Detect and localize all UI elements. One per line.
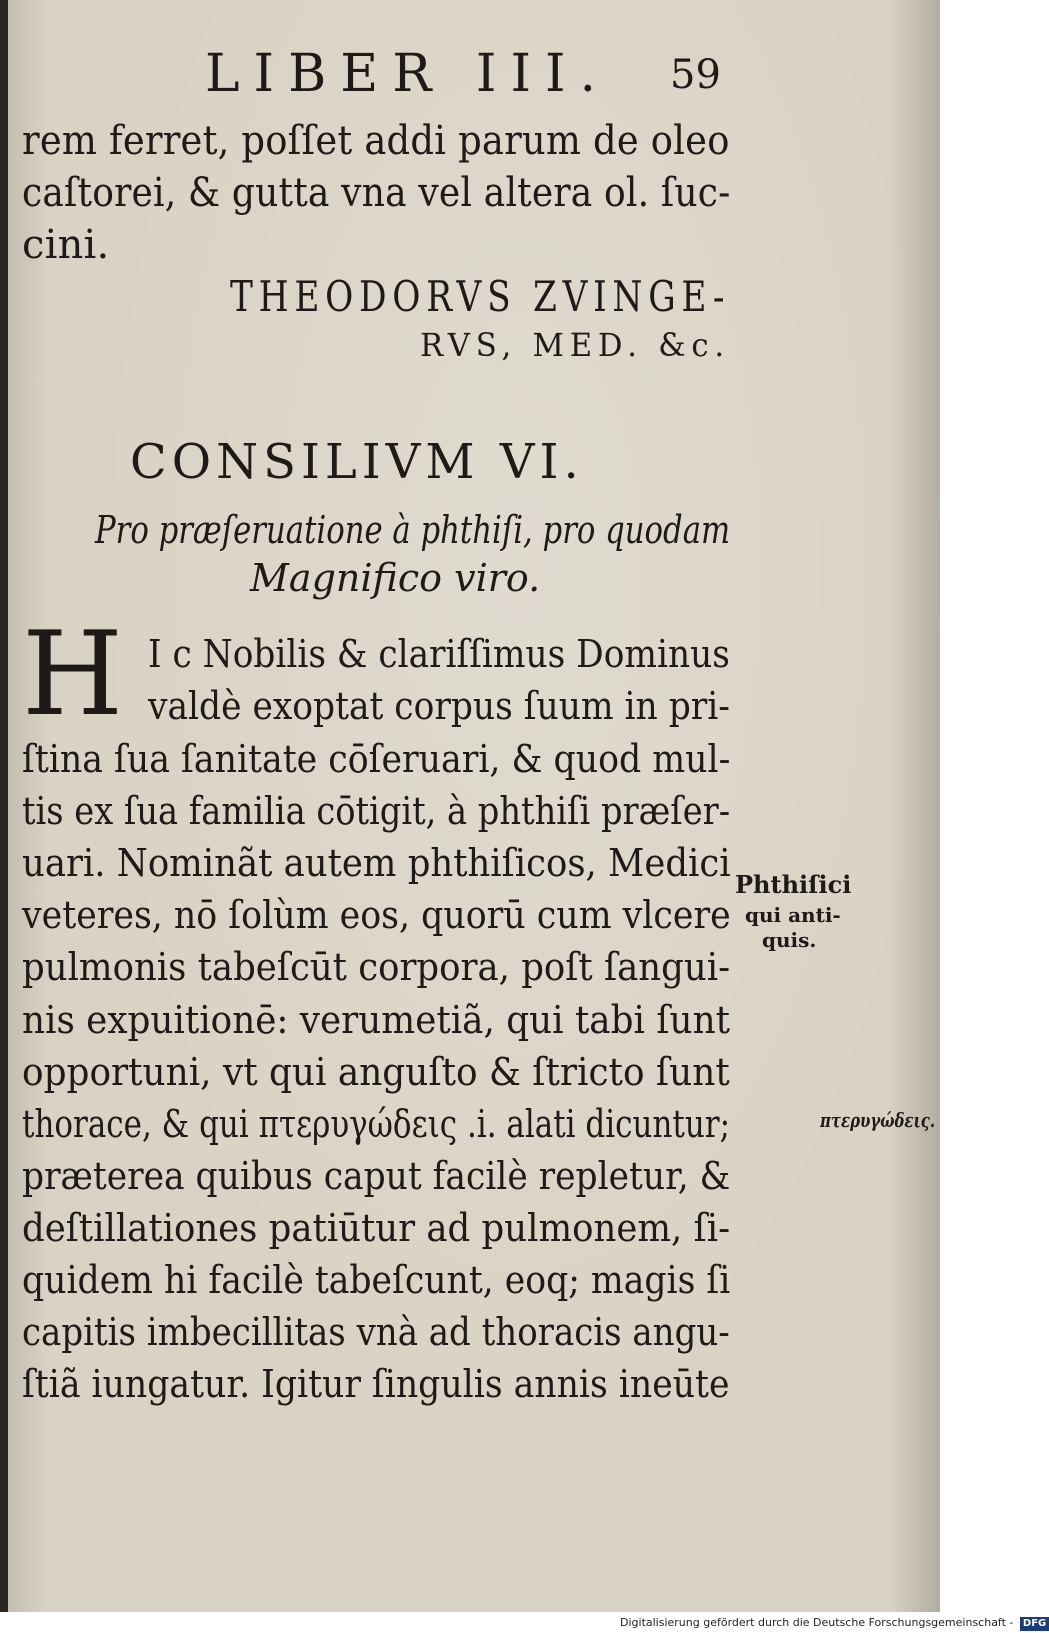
body-line: ſtiã iungatur. Igitur ſingulis annis ineūte [22,1362,730,1406]
section-subtitle: Magnifico viro. [250,556,541,600]
digitization-footer [620,1613,1047,1633]
body-line: deſtillationes patiūtur ad pulmonem, ſi- [22,1206,731,1250]
dfg-logo: DFG [1020,1617,1049,1631]
marginal-note: πτερυγώδεις. [820,1108,936,1132]
body-line: nis expuitionē: verumetiã, qui tabi ſunt [22,998,730,1042]
body-line: I c Nobilis & clariſſimus Dominus [148,632,730,676]
marginal-note: Phthiſici [735,870,852,899]
body-line: quidem hi facilè tabeſcunt, eoq; magis ſi [22,1258,731,1302]
body-line: veteres, nō ſolùm eos, quorū cum vlcere [22,893,731,937]
book-spine-shadow [0,0,8,1612]
body-line: uari. Nominãt autem phthiſicos, Medici [22,841,731,885]
body-line: tis ex ſua familia cōtigit, à phthiſi præſer- [22,789,731,833]
section-title: CONSILIVM VI. [130,434,584,490]
author-line: THEODORVS ZVINGE- [230,272,731,321]
marginal-note: qui anti- [745,903,841,927]
continuation-line: cini. [22,222,110,268]
footer-text: Digitalisierung gefördert durch die Deutsche Forschungsgemeinschaft - [620,1616,1014,1629]
body-line: valdè exoptat corpus ſuum in pri- [148,684,730,728]
page-number: 59 [670,52,721,98]
drop-cap: H [22,607,124,742]
author-line: RVS, MED. &c. [420,326,730,364]
body-line: opportuni, vt qui anguſto & ſtricto ſunt [22,1050,730,1094]
body-line: ſtina ſua ſanitate cōſeruari, & quod mul- [22,737,731,781]
running-head: LIBER III. [205,44,611,104]
body-line: thorace, & qui πτερυγώδεις .i. alati dicuntur; [22,1102,731,1146]
continuation-line: caſtorei, & gutta vna vel altera ol. ſuc- [22,170,731,216]
scan-margin [940,0,1000,1612]
body-line: pulmonis tabeſcūt corpora, poſt ſangui- [22,945,731,989]
marginal-note: quis. [762,928,817,952]
body-line: capitis imbecillitas vnà ad thoracis angu- [22,1310,730,1354]
body-line: præterea quibus caput facilè repletur, & [22,1154,731,1198]
continuation-line: rem ferret, poſſet addi parum de oleo [22,118,730,164]
section-subtitle: Pro præſeruatione à phthiſi, pro quodam [95,508,731,552]
